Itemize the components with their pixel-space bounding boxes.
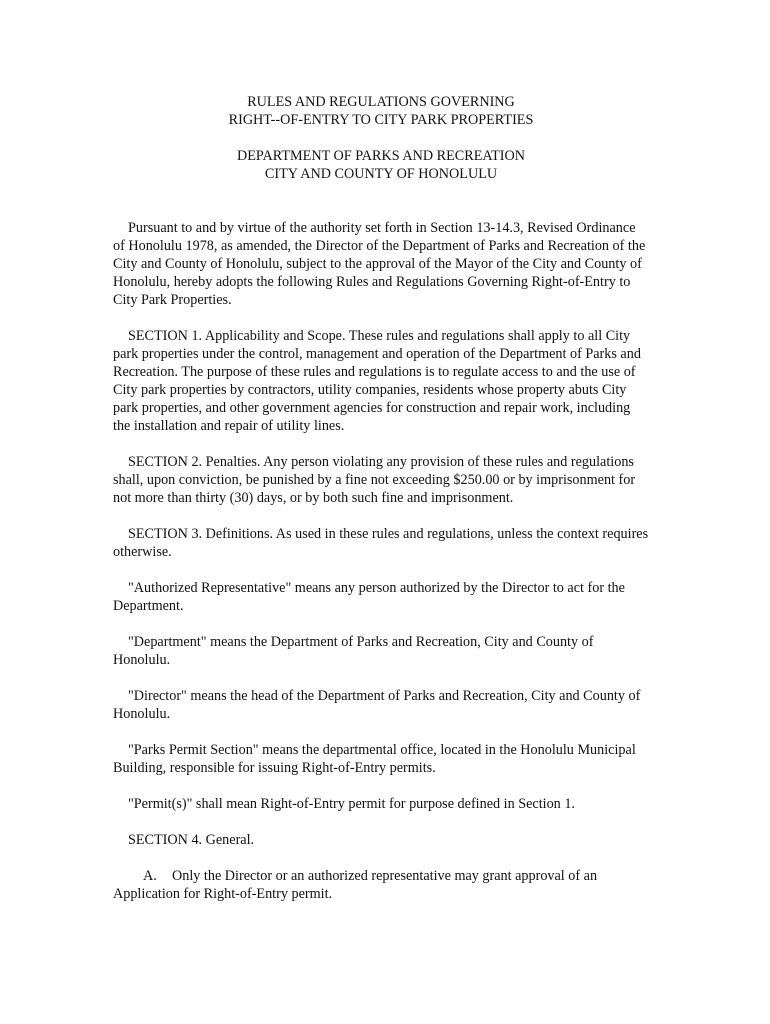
definition-director: "Director" means the head of the Department of Parks and Recreation, City and County of Honolulu. [113, 688, 641, 722]
department-line-2: CITY AND COUNTY OF HONOLULU [264, 166, 498, 182]
item-a-label: A. [143, 868, 157, 884]
section-3-paragraph: SECTION 3. Definitions. As used in these rules and regulations, unless the context requires otherwise. [113, 526, 649, 560]
definition-department: "Department" means the Department of Parks and Recreation, City and County of Honolulu. [113, 634, 594, 668]
section-2-paragraph: SECTION 2. Penalties. Any person violating any provision of these rules and regulations shall, upon conviction, be punished by a fine not exceeding $250.00 or by imprisonment for not more than thirty (30) days, or by both such fine and imprisonment. [113, 454, 636, 506]
title-line-2: RIGHT--OF-ENTRY TO CITY PARK PROPERTIES [228, 112, 534, 128]
item-a-text: Only the Director or an authorized representative may grant approval of an Application for Right-of-Entry permit. [113, 868, 598, 902]
department-line-1: DEPARTMENT OF PARKS AND RECREATION [237, 148, 525, 164]
document-title [113, 93, 649, 129]
department-heading [113, 147, 649, 183]
section-4-item-a [113, 867, 649, 903]
definition-authorized-representative: "Authorized Representative" means any person authorized by the Director to act for the Department. [113, 580, 625, 614]
section-1-paragraph: SECTION 1. Applicability and Scope. These rules and regulations shall apply to all City park properties under the control, management and operation of the Department of Parks and Recreation. The purpose of these rules and regulations is to regulate access to and the use of City park properties by contractors, utility companies, residents whose property abuts City park properties, and other government agencies for construction and repair work, including the installation and repair of utility lines. [113, 328, 641, 434]
definition-parks-permit-section: "Parks Permit Section" means the departmental office, located in the Honolulu Municipal Building, responsible for issuing Right-of-Entry permits. [113, 742, 636, 776]
document-body [113, 93, 649, 921]
title-line-1: RULES AND REGULATIONS GOVERNING [247, 94, 515, 110]
definition-permit: "Permit(s)" shall mean Right-of-Entry permit for purpose defined in Section 1. [128, 796, 575, 812]
section-4-heading: SECTION 4. General. [128, 832, 255, 848]
intro-paragraph: Pursuant to and by virtue of the authority set forth in Section 13-14.3, Revised Ordinance of Honolulu 1978, as amended, the Director of the Department of Parks and Recreation of the City and County of Honolulu, subject to the approval of the Mayor of the City and County of Honolulu, hereby adopts the following Rules and Regulations Governing Right-of-Entry to City Park Properties. [113, 220, 646, 308]
